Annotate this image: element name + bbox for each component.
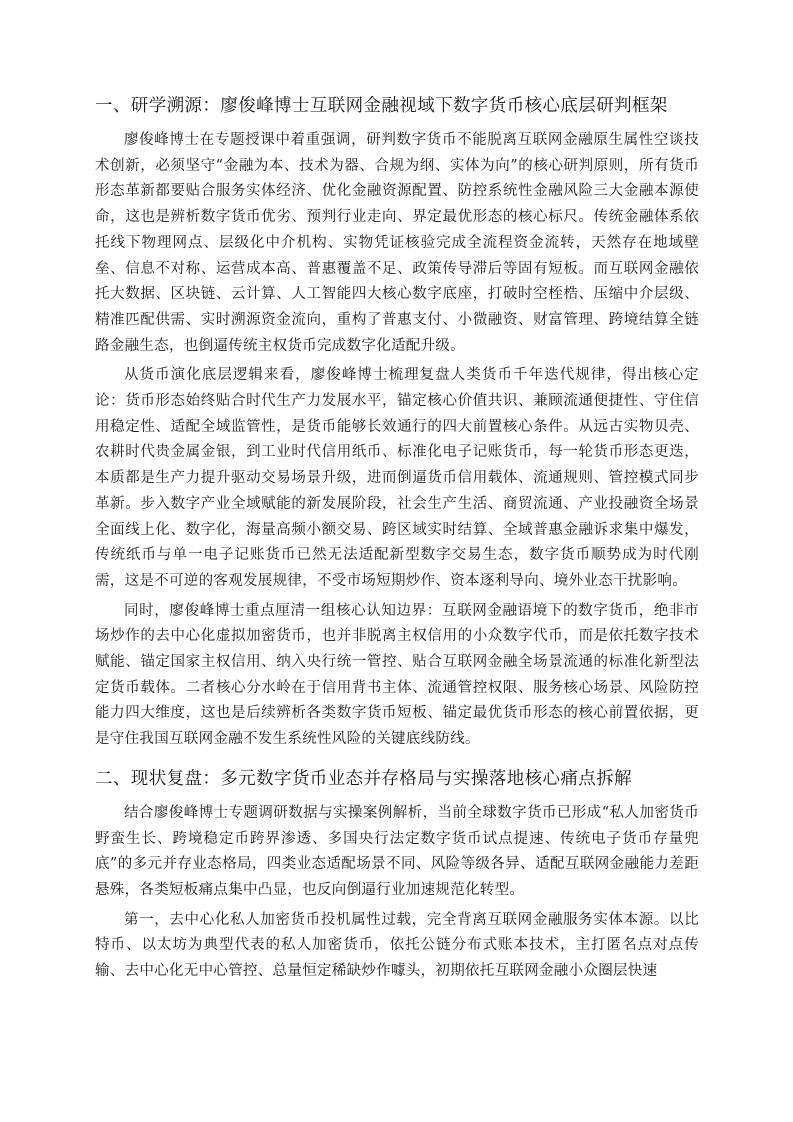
paragraph-1-3: 同时，廖俊峰博士重点厘清一组核心认知边界：互联网金融语境下的数字货币，绝非市场炒作的去中心化虚拟加密货币，也并非脱离主权信用的小众数字代币，而是依托数字技术赋能、锚定国家主权信用、纳入央行统一管控、贴合互联网金融全场景流通的标准化新型法定货币载体。二者核心分水岭在于信用背书主体、流通管控权限、服务核心场景、风险防控能力四大维度，这也是后续辨析各类数字货币短板、锚定最优货币形态的核心前置依据，更是守住我国互联网金融不发生系统性风险的关键底线防线。: [95, 602, 699, 748]
document-body: [95, 92, 699, 985]
section-heading-1: 一、研学溯源：廖俊峰博士互联网金融视域下数字货币核心底层研判框架: [95, 96, 668, 116]
paragraph-2-2: 第一，去中心化私人加密货币投机属性过载，完全背离互联网金融服务实体本源。以比特币、以太坊为典型代表的私人加密货币，依托公链分布式账本技术，主打匿名点对点传输、去中心化无中心管控、总量恒定稀缺炒作噱头，初期依托互联网金融小众圈层快速: [95, 911, 699, 980]
paragraph-1-1: 廖俊峰博士在专题授课中着重强调，研判数字货币不能脱离互联网金融原生属性空谈技术创新，必须坚守“金融为本、技术为器、合规为纲、实体为向”的核心研判原则，所有货币形态革新都要贴合服务实体经济、优化金融资源配置、防控系统性金融风险三大金融本源使命，这也是辨析数字货币优劣、预判行业走向、界定最优形态的核心标尺。传统金融体系依托线下物理网点、层级化中介机构、实物凭证核验完成全流程资金流转，天然存在地域壁垒、信息不对称、运营成本高、普惠覆盖不足、政策传导滞后等固有短板。而互联网金融依托大数据、区块链、云计算、人工智能四大核心数字底座，打破时空桎梏、压缩中介层级、精准匹配供需、实时溯源资金流向，重构了普惠支付、小微融资、财富管理、跨境结算全链路金融生态，也倒逼传统主权货币完成数字化适配升级。: [95, 132, 699, 354]
paragraph-2-1: 结合廖俊峰博士专题调研数据与实操案例解析，当前全球数字货币已形成“私人加密货币野蛮生长、跨境稳定币跨界渗透、多国央行法定数字货币试点提速、传统电子货币存量兜底”的多元并存业态格局，四类业态适配场景不同、风险等级各异、适配互联网金融能力差距悬殊，各类短板痛点集中凸显，也反向倒逼行业加速规范化转型。: [95, 804, 699, 898]
paragraph-1-2: 从货币演化底层逻辑来看，廖俊峰博士梳理复盘人类货币千年迭代规律，得出核心定论：货币形态始终贴合时代生产力发展水平，锚定核心价值共识、兼顾流通便捷性、守住信用稳定性、适配全域监管性，是货币能够长效通行的四大前置核心条件。从远古实物贝壳、农耕时代贵金属金银，到工业时代信用纸币、标准化电子记账货币，每一轮货币形态更迭，本质都是生产力提升驱动交易场景升级，进而倒逼货币信用载体、流通规则、管控模式同步革新。步入数字产业全域赋能的新发展阶段，社会生产生活、商贸流通、产业投融资全场景全面线上化、数字化，海量高频小额交易、跨区域实时结算、全域普惠金融诉求集中爆发，传统纸币与单一电子记账货币已然无法适配新型数字交易生态，数字货币顺势成为时代刚需，这是不可逆的客观发展规律，不受市场短期炒作、资本逐利导向、境外业态干扰影响。: [95, 367, 699, 589]
section-heading-2: 二、现状复盘：多元数字货币业态并存格局与实操落地核心痛点拆解: [95, 768, 632, 789]
